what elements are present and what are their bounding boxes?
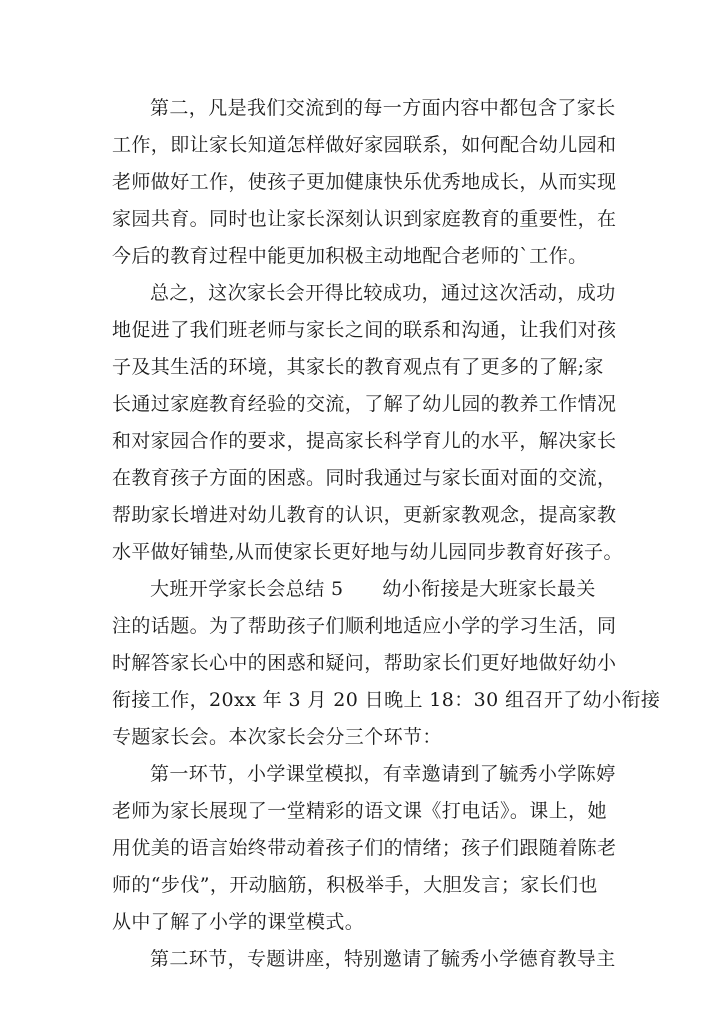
paragraph-line: 家园共育。同时也让家长深刻认识到家庭教育的重要性，在 [112,208,617,230]
paragraph-line: 从中了解了小学的课堂模式。 [112,911,365,933]
paragraph-line: 注的话题。为了帮助孩子们顺利地适应小学的学习生活，同 [112,615,617,637]
paragraph-line: 今后的教育过程中能更加积极主动地配合老师的`工作。 [112,245,588,267]
paragraph-line: 用优美的语言始终带动着孩子们的情绪；孩子们跟随着陈老 [112,837,617,859]
paragraph-first-line: 第一环节，小学课堂模拟，有幸邀请到了毓秀小学陈婷 [150,763,616,785]
paragraph-line: 在教育孩子方面的困惑。同时我通过与家长面对面的交流， [112,467,617,489]
paragraph-first-line: 第二环节，专题讲座，特别邀请了毓秀小学德育教导主 [150,948,616,970]
paragraph-line: 地促进了我们班老师与家长之间的联系和沟通，让我们对孩 [112,319,617,341]
paragraph-line: 帮助家长增进对幼儿教育的认识，更新家教观念，提高家教 [112,504,617,526]
paragraph-line: 工作，即让家长知道怎样做好家园联系，如何配合幼儿园和 [112,134,617,156]
paragraph-line: 专题家长会。本次家长会分三个环节： [112,726,442,748]
paragraph-line: 长通过家庭教育经验的交流，了解了幼儿园的教养工作情况 [112,393,617,415]
paragraph-first-line: 第二，凡是我们交流到的每一方面内容中都包含了家长 [150,97,616,119]
paragraph-line: 水平做好铺垫,从而使家长更好地与幼儿园同步教育好孩子。 [112,541,623,563]
paragraph-line: 子及其生活的环境，其家长的教育观点有了更多的了解;家 [112,356,604,378]
paragraph-line: 和对家园合作的要求，提高家长科学育儿的水平，解决家长 [112,430,617,452]
paragraph-line: 老师为家长展现了一堂精彩的语文课《打电话》。课上，她 [112,800,607,822]
paragraph-line: 老师做好工作，使孩子更加健康快乐优秀地成长，从而实现 [112,171,617,193]
paragraph-line: 时解答家长心中的困惑和疑问，帮助家长们更好地做好幼小 [112,652,617,674]
paragraph-line: 师的“步伐”，开动脑筋，积极举手，大胆发言；家长们也 [112,874,598,896]
document-body [112,90,661,978]
paragraph-first-line: 大班开学家长会总结 5 幼小衔接是大班家长最关 [150,578,596,600]
paragraph-first-line: 总之，这次家长会开得比较成功，通过这次活动，成功 [150,282,616,304]
paragraph-line: 衔接工作，20xx 年 3 月 20 日晚上 18：30 组召开了幼小衔接 [112,689,661,711]
